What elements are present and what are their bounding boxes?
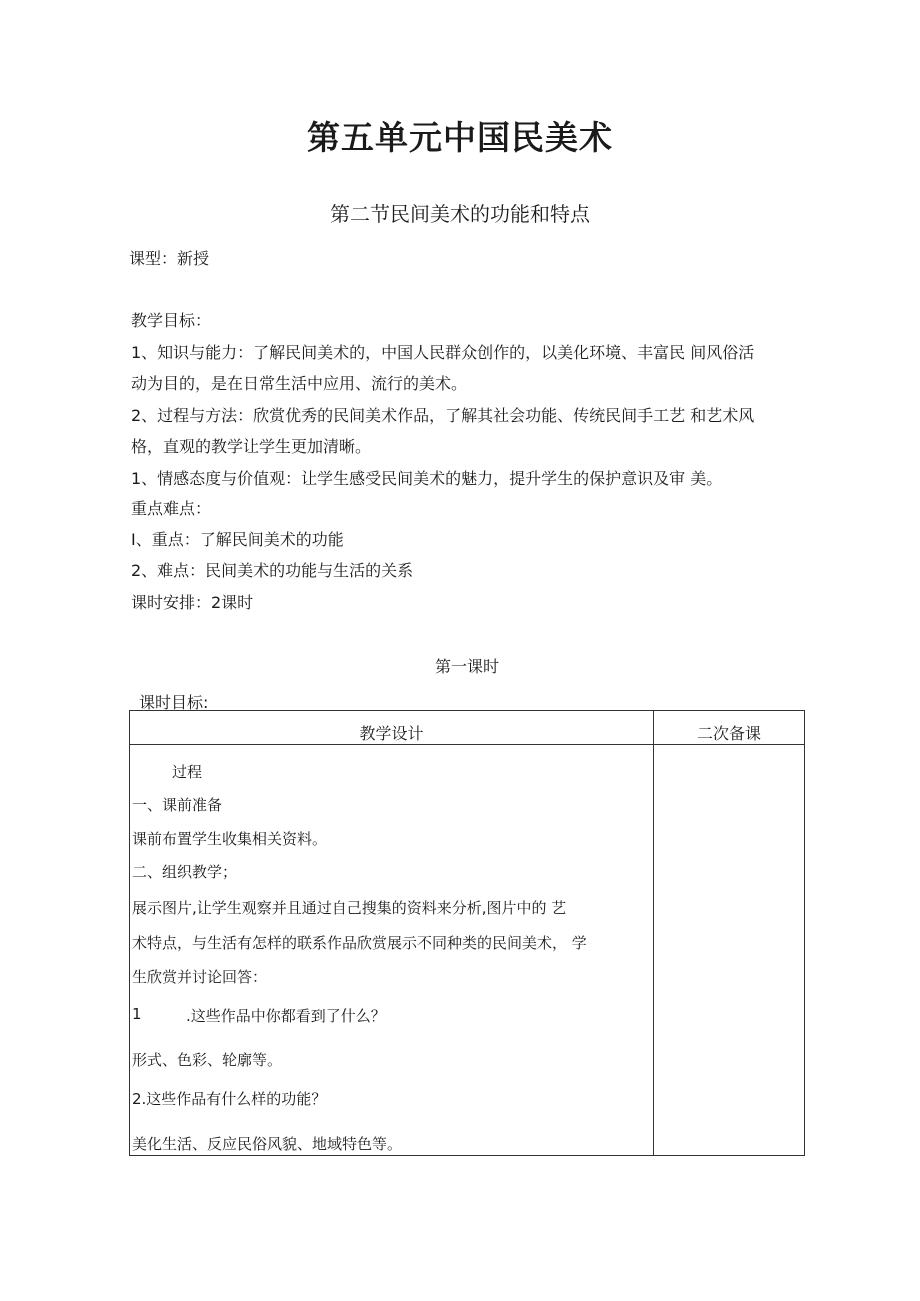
table-cell-line: 二、组织教学； bbox=[132, 863, 238, 881]
table-cell-line: 美化生活、反应民俗风貌、地域特色等。 bbox=[132, 1135, 403, 1153]
table-cell-line: 一、课前准备 bbox=[132, 796, 223, 814]
objective-line: 动为目的，是在日常生活中应用、流行的美术。 bbox=[131, 374, 468, 393]
objective-line: 格，直观的教学让学生更加清晰。 bbox=[131, 437, 372, 456]
table-header-revision: 二次备课 bbox=[696, 724, 761, 743]
objective-line: 1、知识与能力：了解民间美术的，中国人民群众创作的，以美化环境、丰富民 间风俗活 bbox=[131, 343, 755, 362]
objective-line: 2、过程与方法：欣赏优秀的民间美术作品，了解其社会功能、传统民间手工艺 和艺术风 bbox=[131, 406, 755, 425]
table-cell-line: 展示图片,让学生观察并且通过自己搜集的资料来分析,图片中的 艺 bbox=[132, 899, 567, 917]
column-divider bbox=[653, 711, 654, 1155]
key-point-line: I、重点：了解民间美术的功能 bbox=[131, 530, 344, 549]
table-cell-line: 2.这些作品有什么样的功能？ bbox=[132, 1090, 327, 1108]
section-subtitle: 第二节民间美术的功能和特点 bbox=[330, 202, 590, 226]
table-cell-line: 课前布置学生收集相关资料。 bbox=[132, 830, 328, 848]
table-cell-line: 术特点，与生活有怎样的联系作品欣赏展示不同种类的民间美术， 学 bbox=[132, 934, 587, 952]
key-points-heading: 重点难点： bbox=[131, 499, 212, 518]
lesson-title: 第一课时 bbox=[434, 657, 499, 676]
table-cell-line: 过程 bbox=[172, 763, 203, 781]
lesson-plan-table bbox=[129, 710, 805, 1156]
key-point-line: 2、难点：民间美术的功能与生活的关系 bbox=[131, 561, 414, 580]
table-cell-line: .这些作品中你都看到了什么？ bbox=[186, 1007, 386, 1025]
table-cell-number: 1 bbox=[132, 1005, 142, 1023]
objectives-heading: 教学目标： bbox=[131, 311, 212, 330]
schedule: 课时安排：2课时 bbox=[131, 593, 254, 612]
table-header-design: 教学设计 bbox=[359, 724, 424, 743]
lesson-type: 课型：新授 bbox=[129, 249, 210, 268]
table-cell-line: 形式、色彩、轮廓等。 bbox=[132, 1051, 283, 1069]
objective-line: 1、情感态度与价值观：让学生感受民间美术的魅力，提升学生的保护意识及审 美。 bbox=[131, 469, 723, 488]
document-title: 第五单元中国民美术 bbox=[307, 118, 613, 157]
lesson-goal-label: 课时目标: bbox=[139, 693, 209, 712]
table-cell-line: 生欣赏并讨论回答： bbox=[132, 968, 268, 986]
